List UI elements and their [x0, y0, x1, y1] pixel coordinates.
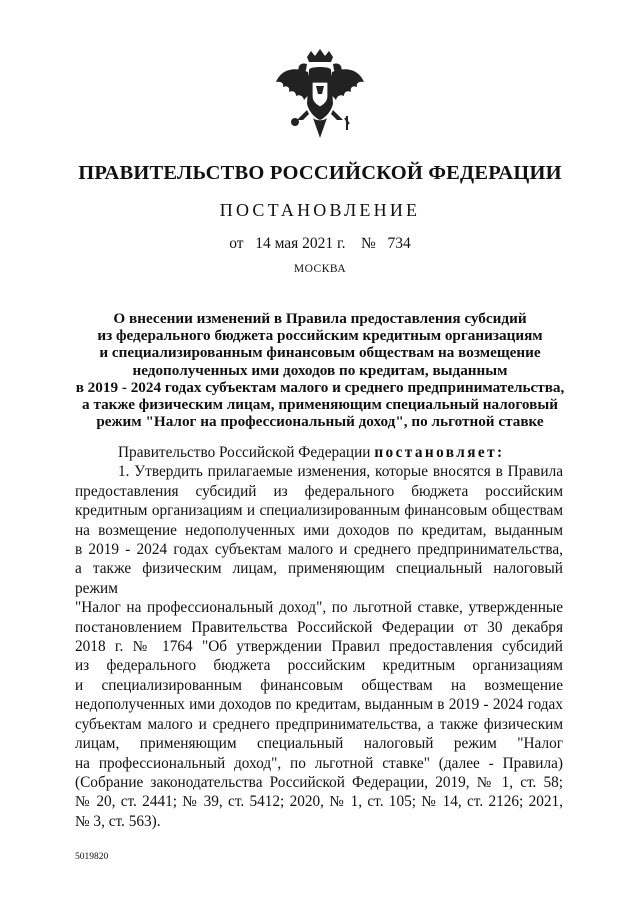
paragraph-line: 1. Утвердить прилагаемые изменения, которые вносятся в Правила	[118, 463, 563, 481]
decree-dateline	[0, 235, 640, 253]
decree-number: 734	[387, 235, 411, 252]
city-label: МОСКВА	[293, 263, 347, 275]
government-heading: ПРАВИТЕЛЬСТВО РОССИЙСКОЙ ФЕДЕРАЦИИ	[78, 162, 562, 184]
paragraph-line: № 3, ст. 563).	[75, 812, 161, 830]
paragraph-line: "Налог на профессиональный доход", по льготной ставке, утвержденные	[75, 599, 563, 617]
paragraph-line: и специализированным финансовым обществам на возмещение	[75, 676, 563, 694]
paragraph-line: на возмещение недополученных ими доходов по кредитам, выданным	[75, 521, 563, 539]
title-line: режим "Налог на профессиональный доход", по льготной ставке	[96, 413, 544, 431]
paragraph-line: постановлением Правительства Российской Федерации от 30 декабря	[75, 618, 563, 636]
paragraph-line: из федерального бюджета российским кредитным организациям	[75, 657, 563, 675]
title-line: недополученных ими доходов по кредитам, выданным	[132, 361, 508, 379]
paragraph-line: субъектам малого и среднего предпринимательства, а также физическим	[75, 715, 563, 733]
date-prefix: от	[229, 235, 244, 252]
paragraph-line: № 20, ст. 2441; № 39, ст. 5412; 2020, № 1, ст. 105; № 14, ст. 2126; 2021,	[75, 793, 563, 811]
paragraph-line: а также физическим лицам, применяющим специальный налоговый режим	[75, 560, 563, 597]
decree-body	[75, 443, 563, 831]
decree-heading: ПОСТАНОВЛЕНИЕ	[219, 200, 421, 220]
paragraph-line: в 2019 - 2024 годах субъектам малого и среднего предпринимательства,	[75, 541, 563, 559]
document-code: 5019820	[75, 852, 109, 862]
paragraph-line: кредитным организациям и специализированным финансовым обществам	[75, 502, 563, 520]
paragraph-line: (Собрание законодательства Российской Федерации, 2019, № 1, ст. 58;	[75, 773, 563, 791]
title-line: и специализированным финансовым обществам на возмещение	[99, 344, 541, 362]
russian-coat-of-arms-icon	[271, 48, 369, 144]
preamble-text: Правительство Российской Федерации	[118, 444, 371, 461]
title-line: О внесении изменений в Правила предоставления субсидий	[113, 310, 527, 327]
title-line: из федерального бюджета российским кредитным организациям	[97, 327, 543, 345]
decree-title	[40, 310, 600, 430]
number-sign: №	[361, 235, 376, 252]
paragraph-line: на профессиональный доход", по льготной ставке" (далее - Правила)	[75, 754, 563, 772]
preamble-emphasis: постановляет:	[374, 444, 505, 461]
paragraph-line: лицам, применяющим специальный налоговый режим "Налог	[75, 735, 563, 753]
paragraph-line: 2018 г. № 1764 "Об утверждении Правил предоставления субсидий	[75, 638, 563, 656]
paragraph-line: недополученных ими доходов по кредитам, выданным в 2019 - 2024 годах	[75, 696, 563, 714]
title-line: в 2019 - 2024 годах субъектам малого и среднего предпринимательства,	[75, 378, 565, 396]
title-line: а также физическим лицам, применяющим специальный налоговый	[82, 396, 558, 414]
preamble	[75, 443, 563, 462]
paragraph-line: предоставления субсидий из федерального бюджета российским	[75, 482, 563, 500]
decree-date: 14 мая 2021 г.	[255, 235, 346, 252]
